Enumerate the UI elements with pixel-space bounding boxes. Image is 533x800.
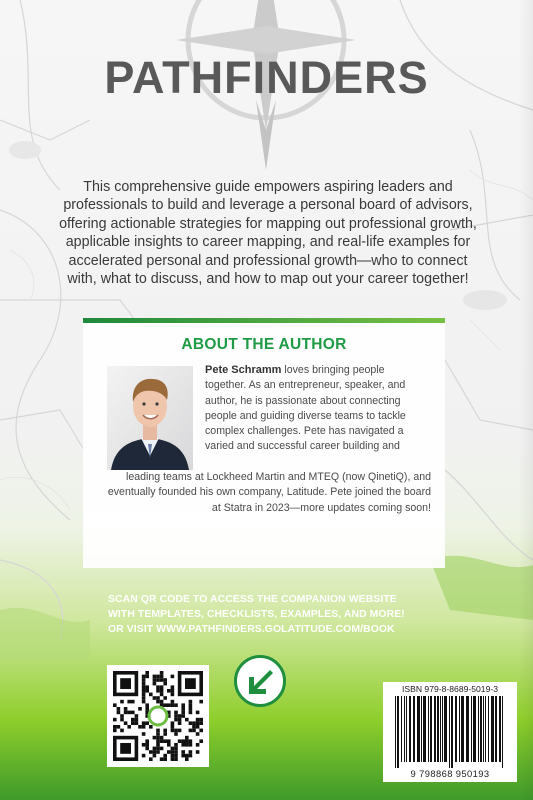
isbn-label: ISBN 979-8-8689-5019-3 [401, 684, 499, 694]
author-bio-continued: leading teams at Lockheed Martin and MTEQ (now QinetiQ), and eventually founded his own company, Latitude. Pete joined the board at Statra in 2023—more updates coming soon! [107, 471, 431, 514]
about-author-panel [83, 318, 445, 568]
qr-code[interactable] [107, 665, 209, 767]
spine-shadow [519, 0, 533, 800]
author-name: Pete Schramm [205, 364, 282, 376]
panel-accent-bar [83, 318, 445, 323]
author-bio-top: loves bringing people together. As an entrepreneur, speaker, and author, he is passionate about connecting people and guiding diverse teams to tackle complex challenges. Pete has navigated a varied and successful career building and [205, 364, 406, 453]
promo-line-3: OR VISIT WWW.PATHFINDERS.GOLATITUDE.COM/BOOK [108, 624, 395, 636]
author-photo [107, 366, 193, 470]
author-portrait-icon [107, 366, 193, 470]
book-description: This comprehensive guide empowers aspiring leaders and professionals to build and leverage a personal board of advisors, offering actionable strategies for mapping out professional growth, applicable insights to career mapping, and real-life examples for accelerated personal and professional growth—who to connect with, what to discuss, and how to map out your career together! [59, 179, 477, 288]
about-author-heading: ABOUT THE AUTHOR [181, 336, 347, 353]
author-bio [205, 363, 423, 455]
qr-code-icon [107, 665, 209, 767]
barcode-number: 9 798868 950193 [410, 768, 490, 779]
barcode-icon [391, 696, 509, 768]
companion-website-promo [108, 592, 438, 638]
promo-line-1: SCAN QR CODE TO ACCESS THE COMPANION WEBSITE [108, 594, 397, 605]
arrow-down-left-icon [234, 655, 286, 707]
promo-line-2: WITH TEMPLATES, CHECKLISTS, EXAMPLES, AND MORE! [108, 609, 405, 621]
book-title: PATHFINDERS [104, 52, 429, 103]
isbn-barcode [383, 682, 517, 782]
